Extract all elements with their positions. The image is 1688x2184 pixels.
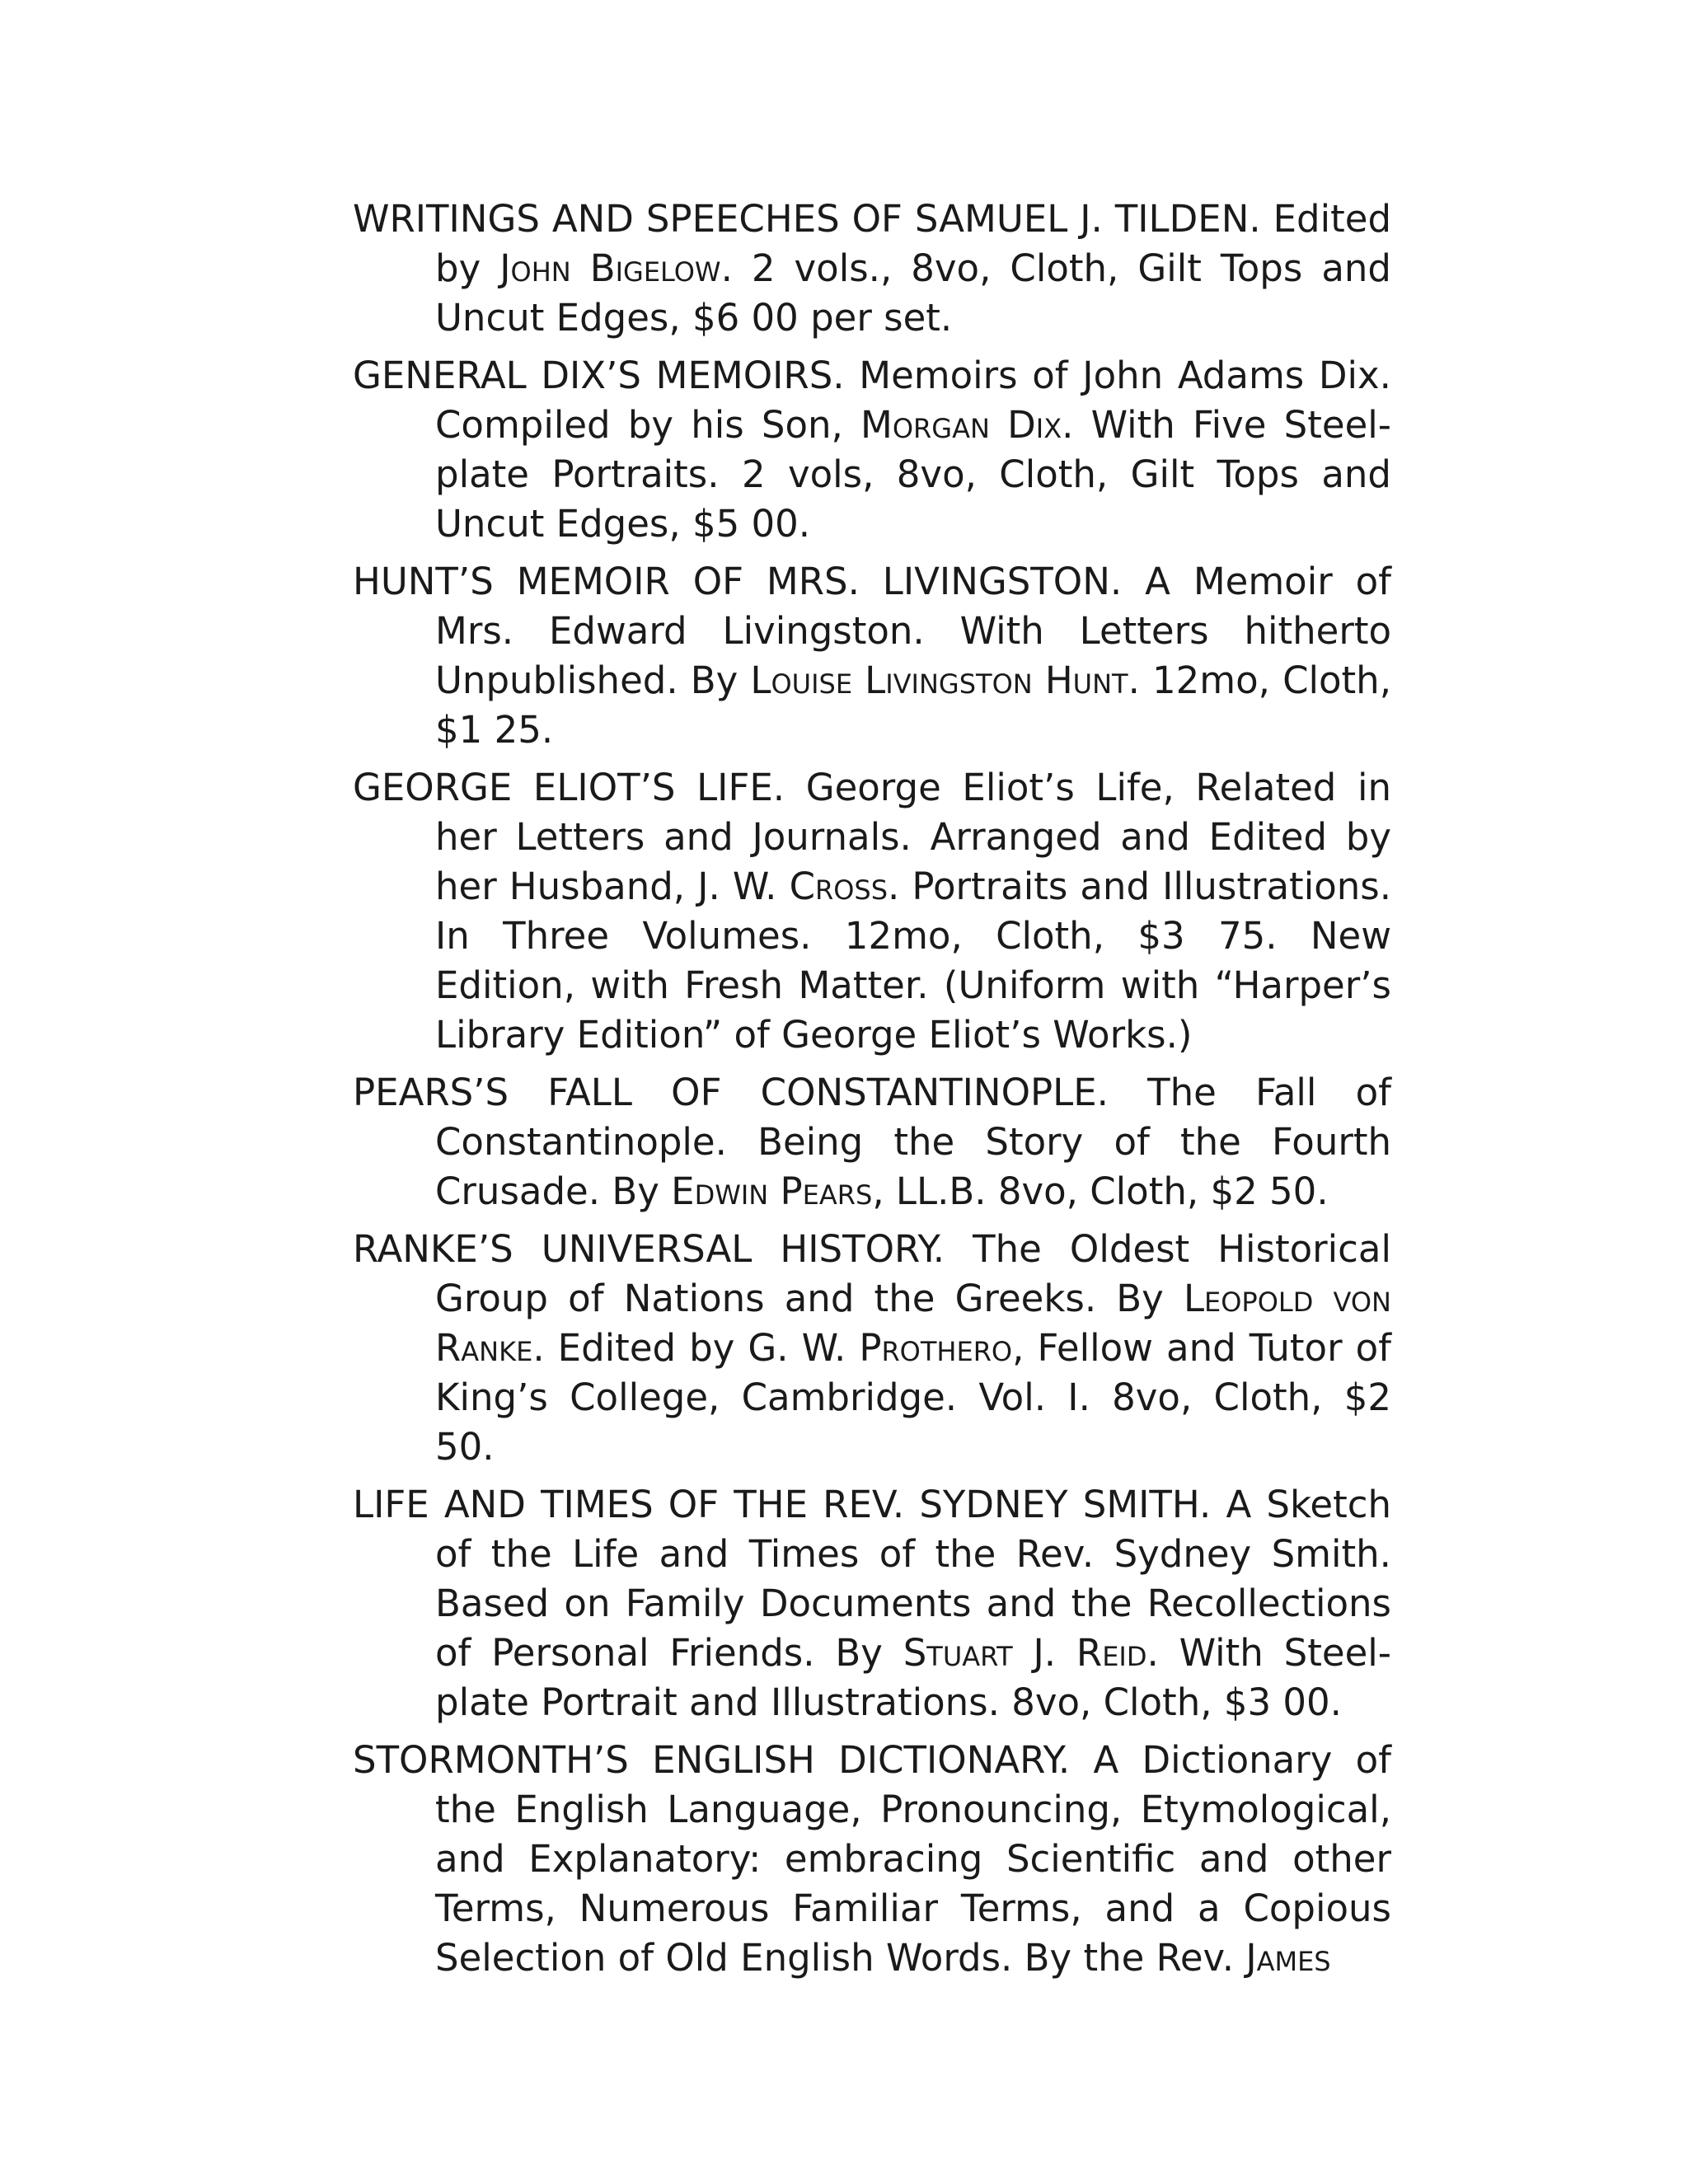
entry-text: A Memoir of Mrs. Edward Livingston. With Letters hitherto Unpublished. By xyxy=(435,560,1392,702)
entry-smith xyxy=(353,1480,1391,1727)
entry-author: John Bigelow xyxy=(499,246,721,290)
entry-text: J. xyxy=(1012,1631,1076,1675)
entry-text: The Oldest Historical Group of Nations and the Greeks. By xyxy=(435,1227,1391,1320)
entry-text: . 2 vols., 8vo, Cloth, Gilt Tops and Uncut Edges, $6 00 per set. xyxy=(435,246,1391,340)
entry-title: GEORGE ELIOT’S LIFE. xyxy=(353,766,785,809)
entry-author: Leopold von Ranke xyxy=(435,1277,1391,1370)
entry-text: . With Five Steel-plate Portraits. 2 vols, 8vo, Cloth, Gilt Tops and Uncut Edges, $5 00. xyxy=(435,403,1391,546)
entry-ranke xyxy=(353,1225,1391,1472)
entry-text: The Fall of Constantinople. Being the Story of the Fourth Crusade. By xyxy=(435,1071,1391,1213)
entry-text: Memoirs of John Adams Dix. Compiled by his Son, xyxy=(435,354,1391,447)
entry-text: A Sketch of the Life and Times of the Rev. Sydney Smith. Based on Family Documents and the Recollections of Personal Friends. By xyxy=(435,1483,1391,1675)
entry-livingston xyxy=(353,557,1391,755)
entry-text: . Edited by G. W. xyxy=(532,1326,860,1370)
entry-title: STORMONTH’S ENGLISH DICTIONARY. xyxy=(353,1738,1071,1782)
entry-author: Morgan Dix xyxy=(860,403,1062,447)
entry-editor: Prothero xyxy=(859,1326,1013,1370)
entry-text: , LL.B. 8vo, Cloth, $2 50. xyxy=(872,1169,1329,1213)
entry-text: . 12mo, Cloth, $1 25. xyxy=(435,658,1391,752)
entry-title: HUNT’S MEMOIR OF MRS. LIVINGSTON. xyxy=(353,560,1123,603)
entry-author: Louise Livingston Hunt xyxy=(750,658,1128,702)
entry-text: . Portraits and Illustrations. In Three Volumes. 12mo, Cloth, $3 75. New Edition, with Fresh Matter. (Uniform with “Harper’s Library Edition” of George Eliot’s Works.) xyxy=(435,865,1392,1057)
entry-author: Stuart xyxy=(903,1631,1013,1675)
entry-title: RANKE’S UNIVERSAL HISTORY. xyxy=(353,1227,945,1271)
entry-text: . With Steel-plate Portrait and Illustrations. 8vo, Cloth, $3 00. xyxy=(435,1631,1392,1724)
entry-text: Edited by xyxy=(435,197,1392,290)
entry-title: GENERAL DIX’S MEMOIRS. xyxy=(353,354,845,397)
entry-tilden xyxy=(353,194,1391,343)
entry-dix xyxy=(353,351,1391,549)
entry-title: LIFE AND TIMES OF THE REV. SYDNEY SMITH. xyxy=(353,1483,1212,1526)
book-advertisement-page xyxy=(353,194,1391,1991)
entry-eliot xyxy=(353,763,1391,1060)
entry-pears xyxy=(353,1068,1391,1216)
entry-stormonth xyxy=(353,1736,1391,1983)
entry-author: James xyxy=(1245,1936,1331,1980)
entry-author: Edwin Pears xyxy=(671,1169,873,1213)
entry-text: A Dictionary of the English Language, Pronouncing, Etymological, and Explanatory: embracing Scientific and other Terms, Numerous Familiar Terms, and a Copious Selection of Old English Words. By the Rev. xyxy=(435,1738,1391,1980)
entry-author: Reid xyxy=(1076,1631,1147,1675)
entry-text: , Fellow and Tutor of King’s College, Cambridge. Vol. I. 8vo, Cloth, $2 50. xyxy=(435,1326,1391,1469)
entry-title: WRITINGS AND SPEECHES OF SAMUEL J. TILDEN. xyxy=(353,197,1261,241)
entry-text: George Eliot’s Life, Related in her Letters and Journals. Arranged and Edited by her Husband, J. W. xyxy=(435,766,1391,908)
entry-title: PEARS’S FALL OF CONSTANTINOPLE. xyxy=(353,1071,1109,1114)
entry-author: Cross xyxy=(789,865,889,908)
